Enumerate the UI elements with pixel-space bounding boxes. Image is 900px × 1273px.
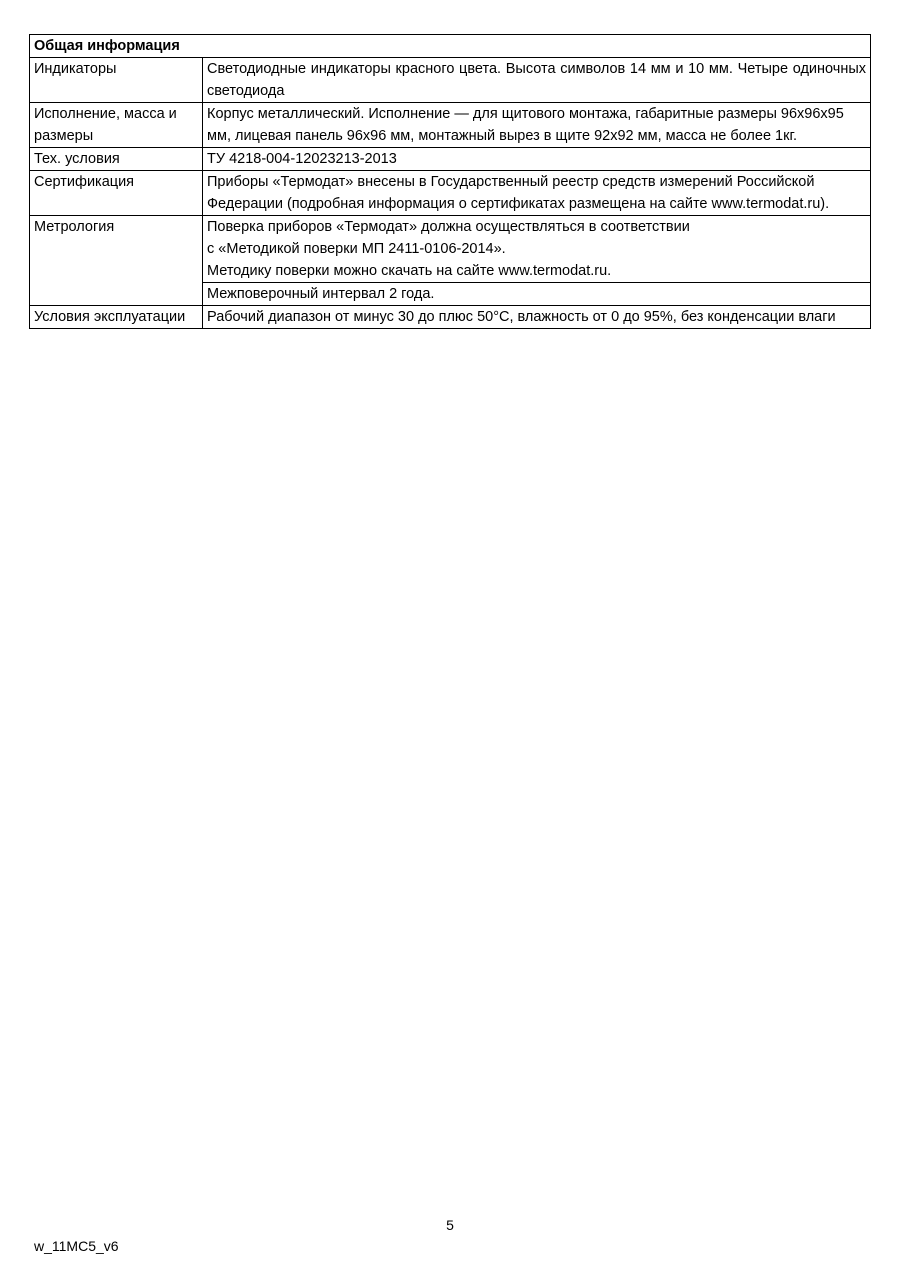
- table-header-row: [30, 35, 871, 58]
- row-value-tech-conditions: ТУ 4218-004-12023213-2013: [203, 148, 871, 171]
- metrology-line: Поверка приборов «Термодат» должна осуществляться в соответствии: [207, 219, 690, 235]
- row-value-certification: Приборы «Термодат» внесены в Государственный реестр средств измерений Российской Федерации (подробная информация о сертификатах размещена на сайте www.termodat.ru).: [203, 171, 871, 216]
- row-value-indicators: Светодиодные индикаторы красного цвета. Высота символов 14 мм и 10 мм. Четыре одиночных светодиода: [203, 58, 871, 103]
- row-value-design: Корпус металлический. Исполнение — для щитового монтажа, габаритные размеры 96х96х95 мм, лицевая панель 96х96 мм, монтажный вырез в щите 92х92 мм, масса не более 1кг.: [203, 103, 871, 148]
- row-label-indicators: Индикаторы: [30, 58, 203, 103]
- page-number: 5: [446, 1217, 454, 1233]
- table-row: [30, 171, 871, 216]
- table-row: [30, 216, 871, 283]
- table-row: [30, 58, 871, 103]
- metrology-line: Методику поверки можно скачать на сайте www.termodat.ru.: [207, 263, 612, 279]
- table-row: [30, 306, 871, 329]
- row-label-operating-conditions: Условия эксплуатации: [30, 306, 203, 329]
- row-label-metrology: Метрология: [30, 216, 203, 306]
- table-header: Общая информация: [30, 35, 871, 58]
- row-label-certification: Сертификация: [30, 171, 203, 216]
- row-value-verification-interval: Межповерочный интервал 2 года.: [203, 283, 871, 306]
- table-row: [30, 103, 871, 148]
- table-row: [30, 148, 871, 171]
- document-code: w_11MC5_v6: [34, 1238, 119, 1254]
- row-label-design: Исполнение, масса и размеры: [30, 103, 203, 148]
- general-info-table: [29, 34, 871, 329]
- row-value-metrology: [203, 216, 871, 283]
- row-value-operating-conditions: Рабочий диапазон от минус 30 до плюс 50°С, влажность от 0 до 95%, без конденсации влаги: [203, 306, 871, 329]
- metrology-line: с «Методикой поверки МП 2411-0106-2014».: [207, 241, 506, 257]
- row-label-tech-conditions: Тех. условия: [30, 148, 203, 171]
